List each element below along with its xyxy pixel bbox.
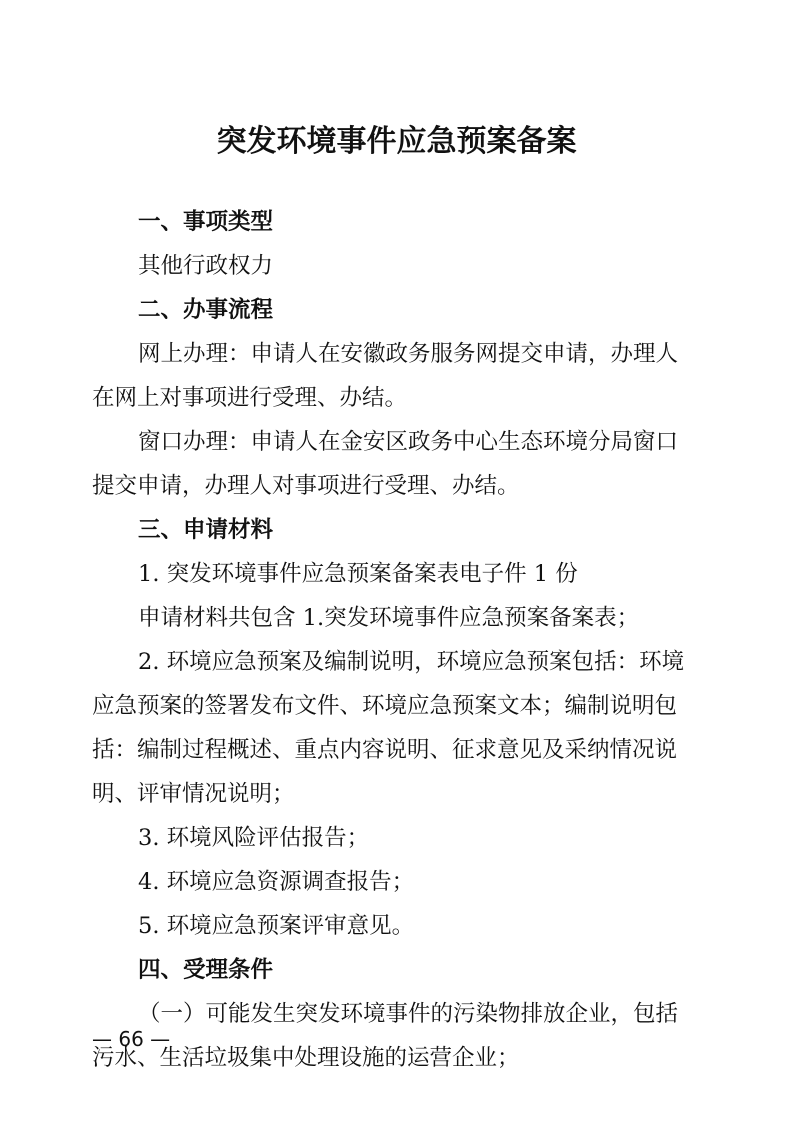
list-item: 1. 突发环境事件应急预案备案表电子件 1 份 <box>138 561 578 587</box>
section-heading-process: 二、办事流程 <box>138 297 274 323</box>
paragraph-line: 窗口办理：申请人在金安区政务中心生态环境分局窗口 <box>138 429 679 455</box>
paragraph-line: 网上办理：申请人在安徽政务服务网提交申请，办理人 <box>138 341 679 367</box>
paragraph-line: 应急预案的签署发布文件、环境应急预案文本；编制说明包 <box>92 693 678 719</box>
paragraph-line: （一）可能发生突发环境事件的污染物排放企业，包括 <box>138 1001 679 1027</box>
paragraph-line: 括：编制过程概述、重点内容说明、征求意见及采纳情况说 <box>92 737 678 763</box>
list-item: 5. 环境应急预案评审意见。 <box>138 913 415 939</box>
document-body <box>92 200 708 1080</box>
page-number: — 66 — <box>92 1027 171 1051</box>
paragraph-line: 明、评审情况说明； <box>92 781 295 807</box>
section-heading-materials: 三、申请材料 <box>138 517 274 543</box>
paragraph-line: 在网上对事项进行受理、办结。 <box>92 385 408 411</box>
list-item: 2. 环境应急预案及编制说明，环境应急预案包括：环境 <box>138 649 685 675</box>
paragraph-line: 申请材料共包含 1.突发环境事件应急预案备案表； <box>138 605 640 631</box>
paragraph-line: 污水、生活垃圾集中处理设施的运营企业； <box>92 1045 520 1071</box>
section-heading-acceptance-conditions: 四、受理条件 <box>138 957 274 983</box>
document-title: 突发环境事件应急预案备案 <box>216 124 577 159</box>
paragraph-line: 提交申请，办理人对事项进行受理、办结。 <box>92 473 520 499</box>
paragraph-line: 其他行政权力 <box>138 253 274 279</box>
list-item: 3. 环境风险评估报告； <box>138 825 370 851</box>
section-heading-item-type: 一、事项类型 <box>138 209 274 235</box>
list-item: 4. 环境应急资源调查报告； <box>138 869 415 895</box>
